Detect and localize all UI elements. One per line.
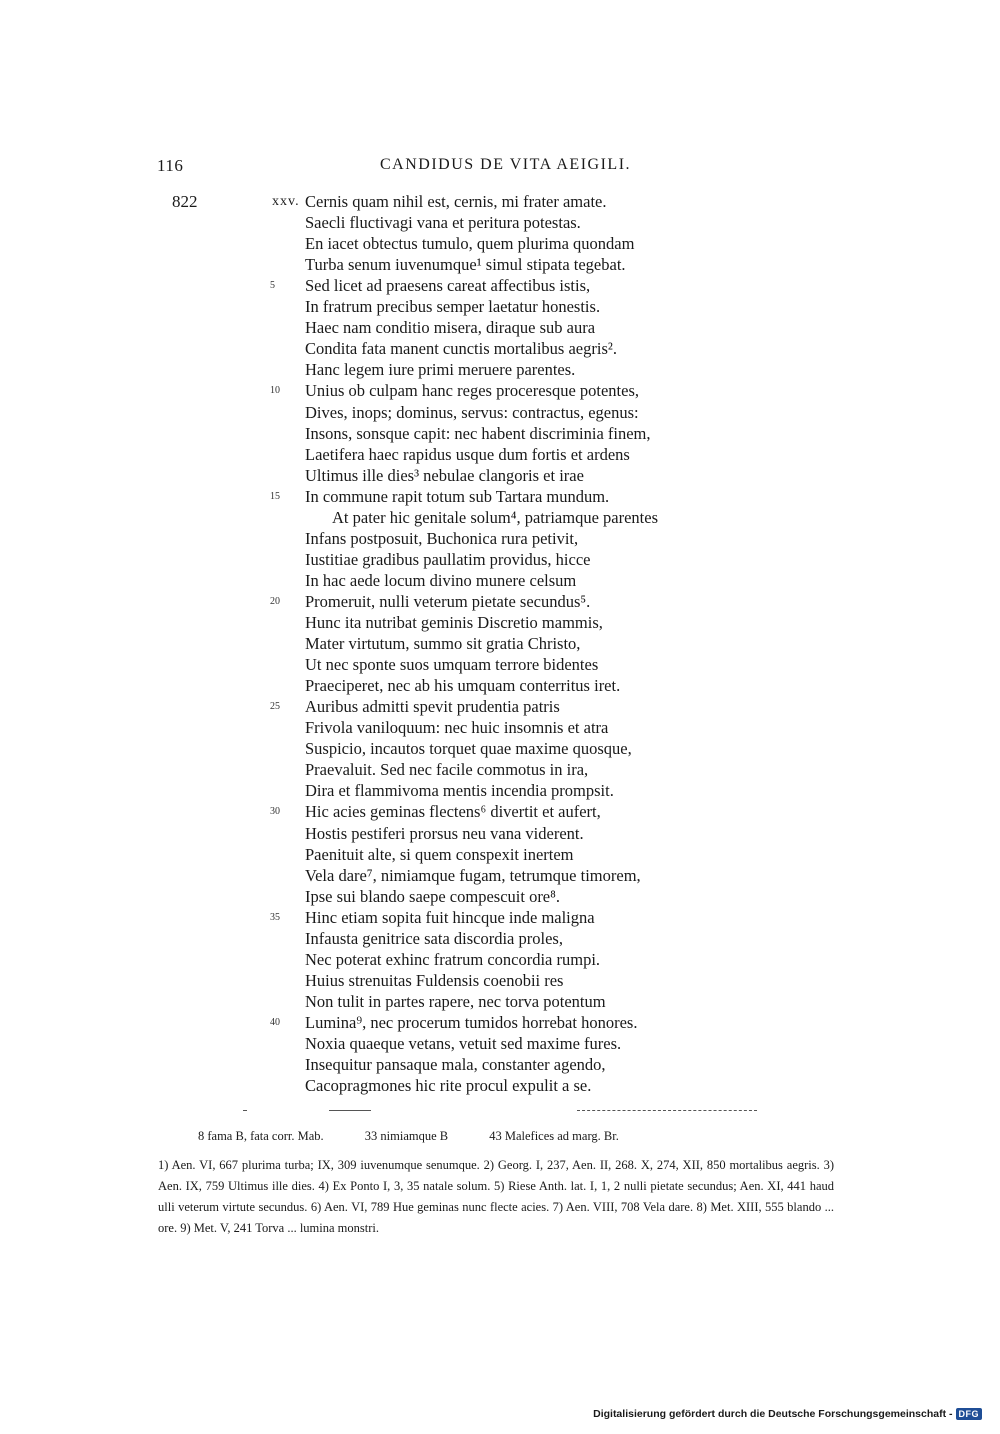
verse-line: Ipse sui blando saepe compescuit ore⁸. (305, 887, 561, 906)
verse-line: Non tulit in partes rapere, nec torva potentum (305, 992, 606, 1011)
verse-line: Cernis quam nihil est, cernis, mi frater amate. (305, 192, 607, 211)
rule-left (243, 1110, 247, 1111)
verse-line: Dives, inops; dominus, servus: contractus, egenus: (305, 403, 639, 422)
verse-line: In commune rapit totum sub Tartara mundum. (305, 487, 610, 506)
verse-line: Lumina⁹, nec procerum tumidos horrebat honores. (305, 1013, 638, 1032)
credit-text: Digitalisierung gefördert durch die Deutsche Forschungsgemeinschaft - (593, 1408, 953, 1420)
verse-line: Infausta genitrice sata discordia proles, (305, 929, 563, 948)
footnotes (158, 1155, 834, 1239)
dfg-credit[interactable] (593, 1408, 982, 1420)
verse-line: Praeciperet, nec ab his umquam conterritus iret. (305, 676, 621, 695)
apparatus-note: 33 nimiamque B (364, 1129, 449, 1143)
verse-line: Auribus admitti spevit prudentia patris (305, 697, 560, 716)
verse-line: At pater hic genitale solum⁴, patriamque parentes (332, 508, 659, 527)
ms-number: 822 (172, 192, 198, 211)
apparatus-note: 43 Malefices ad marg. Br. (489, 1129, 619, 1143)
verse-line: Praevaluit. Sed nec facile commotus in ira, (305, 760, 589, 779)
running-head: CANDIDUS DE VITA AEIGILI. (380, 156, 632, 173)
line-number: 5 (270, 280, 275, 291)
verse-line: Hostis pestiferi prorsus neu vana viderent. (305, 824, 584, 843)
rule-right (577, 1110, 757, 1111)
apparatus-note: 8 fama B, fata corr. Mab. (198, 1129, 324, 1143)
dfg-logo-icon: DFG (956, 1408, 983, 1420)
line-number: 20 (270, 596, 280, 607)
verse-line: Ultimus ille dies³ nebulae clangoris et irae (305, 466, 584, 485)
verse-line: Dira et flammivoma mentis incendia prompsit. (305, 781, 614, 800)
verse-line: In fratrum precibus semper laetatur honestis. (305, 297, 601, 316)
verse-line: Haec nam conditio misera, diraque sub aura (305, 318, 596, 337)
line-number: 15 (270, 491, 280, 502)
verse-line: In hac aede locum divino munere celsum (305, 571, 577, 590)
page-number: 116 (157, 156, 184, 175)
verse-line: Frivola vaniloquum: nec huic insomnis et atra (305, 718, 609, 737)
verse-line: Hunc ita nutribat geminis Discretio mammis, (305, 613, 603, 632)
verse-line: Suspicio, incautos torquet quae maxime quosque, (305, 739, 632, 758)
verse-line: Saecli fluctivagi vana et peritura potestas. (305, 213, 581, 232)
verse-line: Noxia quaeque vetans, vetuit sed maxime fures. (305, 1034, 622, 1053)
verse-line: Sed licet ad praesens careat affectibus istis, (305, 276, 591, 295)
line-number: 25 (270, 701, 280, 712)
verse-line: Nec poterat exhinc fratrum concordia rumpi. (305, 950, 601, 969)
footnote-text: 1) Aen. VI, 667 plurima turba; IX, 309 iuvenumque senumque. 2) Georg. I, 237, Aen. II, 268. X, 274, XII, 850 mortalibus aegris. 3) Aen. IX, 759 Ultimus ille dies. 4) Ex Ponto I, 3, 35 natale solum. 5) Riese Anth. lat. I, 1, 2 nulli pietate secundus; Aen. XI, 441 haud ulli veterum virtute secundus. 6) Aen. VI, 789 Hue geminas nunc flecte acies. 7) Aen. VIII, 708 Vela dare. 8) Met. XIII, 555 blando ... ore. 9) Met. V, 241 Torva ... lumina monstri. (158, 1158, 834, 1235)
rule-short (329, 1110, 371, 1111)
verse-line: Condita fata manent cunctis mortalibus aegris². (305, 339, 617, 358)
verse-line: Promeruit, nulli veterum pietate secundus⁵. (305, 592, 591, 611)
verse-line: Vela dare⁷, nimiamque fugam, tetrumque timorem, (305, 866, 641, 885)
verse-line: Turba senum iuvenumque¹ simul stipata tegebat. (305, 255, 626, 274)
verse-line: Ut nec sponte suos umquam terrore bidentes (305, 655, 599, 674)
verse-line: Huius strenuitas Fuldensis coenobii res (305, 971, 564, 990)
apparatus (198, 1127, 657, 1145)
verse-line: Infans postposuit, Buchonica rura petivit, (305, 529, 579, 548)
verse-line: Mater virtutum, summo sit gratia Christo, (305, 634, 581, 653)
verse-line: Insons, sonsque capit: nec habent discriminia finem, (305, 424, 651, 443)
verse-line: Insequitur pansaque mala, constanter agendo, (305, 1055, 606, 1074)
line-number: 35 (270, 912, 280, 923)
verse-line: Iustitiae gradibus paullatim providus, hicce (305, 550, 591, 569)
verse-line: Unius ob culpam hanc reges proceresque potentes, (305, 381, 640, 400)
verse-line: Hanc legem iure primi meruere parentes. (305, 360, 576, 379)
verse-line: Hic acies geminas flectens⁶ divertit et aufert, (305, 802, 601, 821)
line-number: 30 (270, 806, 280, 817)
line-number: 10 (270, 385, 280, 396)
verse-line: Paenituit alte, si quem conspexit inertem (305, 845, 574, 864)
verse-line: En iacet obtectus tumulo, quem plurima quondam (305, 234, 635, 253)
verse-line: Hinc etiam sopita fuit hincque inde maligna (305, 908, 595, 927)
verse-line: Cacopragmones hic rite procul expulit a se. (305, 1076, 592, 1095)
section-label: xxv. (272, 194, 300, 209)
verse-line: Laetifera haec rapidus usque dum fortis et ardens (305, 445, 630, 464)
line-number: 40 (270, 1017, 280, 1028)
